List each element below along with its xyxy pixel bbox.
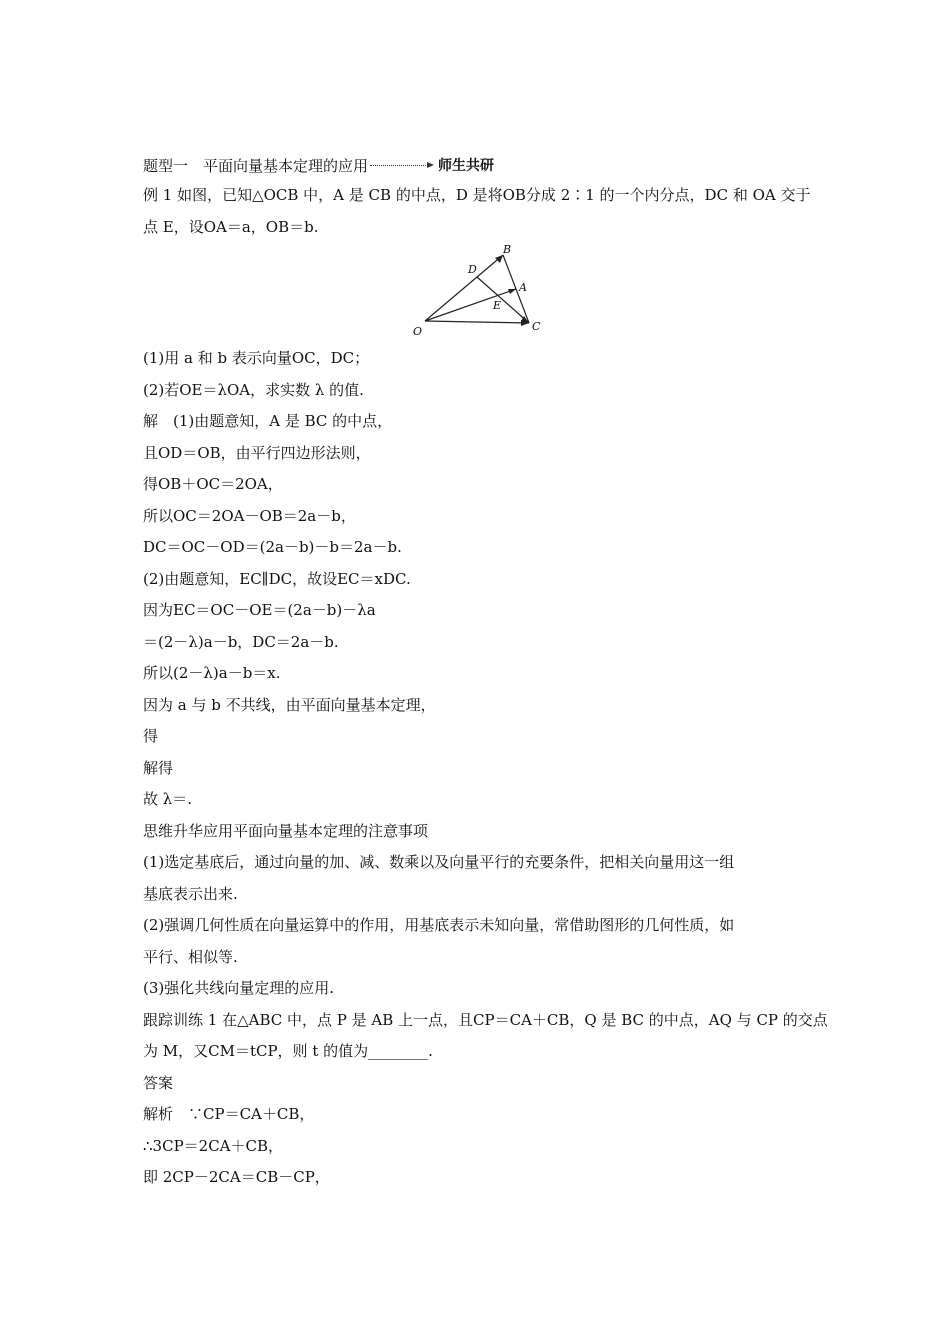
solution-line: 得 xyxy=(143,727,159,745)
arrow-icon xyxy=(370,165,428,166)
document-page xyxy=(143,150,828,1194)
answer-line: 解析 ∵CP＝CA＋CB， xyxy=(143,1105,315,1123)
summary-line: 基底表示出来. xyxy=(143,884,238,903)
segment-oc xyxy=(425,321,529,323)
example-line-1: 例 1 如图，已知△OCB 中，A 是 CB 的中点，D 是将OB分成 2∶1 的一个内分点，DC 和 OA 交于 xyxy=(143,186,811,204)
solution-line: 故 λ＝. xyxy=(143,790,193,808)
label-b: B xyxy=(503,243,512,256)
arrowhead-b xyxy=(495,255,503,263)
summary-line: (1)选定基底后，通过向量的加、减、数乘以及向量平行的充要条件，把相关向量用这一组 xyxy=(143,853,735,871)
solution-line: 得OB＋OC＝2OA， xyxy=(143,475,283,493)
solution-line: 所以OC＝2OA－OB＝2a－b， xyxy=(143,506,356,525)
label-o: O xyxy=(413,325,423,338)
label-c: C xyxy=(532,320,541,333)
label-d: D xyxy=(468,263,477,276)
answer-line: ∴3CP＝2CA＋CB， xyxy=(143,1136,284,1155)
label-a: A xyxy=(519,281,527,294)
practice-line-1: 跟踪训练 1 在△ABC 中，点 P 是 AB 上一点，且CP＝CA＋CB，Q 是 BC 的中点，AQ 与 CP 的交点 xyxy=(143,1010,828,1029)
solution-line: (2)由题意知，EC∥DC，故设EC＝xDC. xyxy=(143,569,411,588)
segment-oa xyxy=(425,289,516,321)
solution-line: 因为 a 与 b 不共线，由平面向量基本定理， xyxy=(143,695,436,714)
answer-line: 即 2CP－2CA＝CB－CP， xyxy=(143,1168,330,1186)
practice-line-2: 为 M，又CM＝tCP，则 t 的值为________. xyxy=(143,1042,433,1060)
example-line-2: 点 E，设OA＝a，OB＝b. xyxy=(143,217,319,236)
summary-line: (3)强化共线向量定理的应用. xyxy=(143,979,335,997)
question-1: (1)用 a 和 b 表示向量OC，DC； xyxy=(143,349,370,367)
label-e: E xyxy=(493,299,502,312)
solution-line: 解 (1)由题意知，A 是 BC 的中点， xyxy=(143,412,393,430)
summary-line: 平行、相似等. xyxy=(143,947,238,966)
solution-line: 因为EC＝OC－OE＝(2a－b)－λa xyxy=(143,601,376,619)
triangle-figure xyxy=(143,243,813,343)
section-heading xyxy=(143,150,813,180)
solution-line: 且OD＝OB，由平行四边形法则， xyxy=(143,443,371,462)
summary-line: (2)强调几何性质在向量运算中的作用，用基底表示未知向量，常借助图形的几何性质，如 xyxy=(143,916,735,934)
solution-line: ＝(2－λ)a－b，DC＝2a－b. xyxy=(143,632,339,651)
question-2: (2)若OE＝λOA，求实数 λ 的值. xyxy=(143,380,364,399)
triangle-diagram xyxy=(405,243,545,343)
solution-line: 解得 xyxy=(143,758,174,777)
segment-ob xyxy=(425,255,503,321)
arrowhead-a xyxy=(508,289,516,294)
summary-title: 思维升华应用平面向量基本定理的注意事项 xyxy=(143,821,429,840)
solution-line: DC＝OC－OD＝(2a－b)－b＝2a－b. xyxy=(143,538,402,556)
answer-label: 答案 xyxy=(143,1073,174,1092)
section-badge: 师生共研 xyxy=(438,158,495,174)
solution-line: 所以(2－λ)a－b＝x. xyxy=(143,664,281,682)
section-title: 题型一 平面向量基本定理的应用 xyxy=(143,156,369,175)
